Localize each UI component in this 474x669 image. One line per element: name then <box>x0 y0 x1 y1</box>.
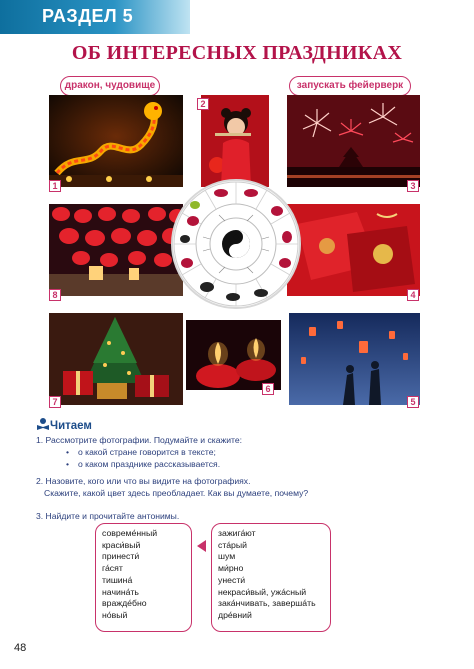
photo-number-4: 4 <box>407 289 419 301</box>
task-1-bullet-2-marker: • <box>66 459 70 469</box>
antonym-left-word: краси́вый <box>102 539 141 550</box>
photo-christmas <box>49 313 183 405</box>
reading-icon <box>36 417 50 431</box>
photo-number-2: 2 <box>197 98 209 110</box>
reading-heading: Читаем <box>50 420 92 432</box>
photo-number-3: 3 <box>407 180 419 192</box>
antonyms-left-box <box>95 523 192 632</box>
antonym-left-word: тишина́ <box>102 574 133 585</box>
photo-number-7: 7 <box>49 396 61 408</box>
antonym-left-word: вражде́бно <box>102 598 147 609</box>
callout-dragon: дракон, чудовище <box>60 76 160 96</box>
task-1-bullet-1-marker: • <box>66 447 70 457</box>
task-2-line-2: Скажите, какой цвет здесь преобладает. Как вы думаете, почему? <box>44 488 309 498</box>
task-3: 3. Найдите и прочитайте антонимы. <box>36 511 180 521</box>
photo-number-6: 6 <box>262 383 274 395</box>
photo-girl <box>201 95 269 187</box>
antonym-right-word: ми́рно <box>218 563 244 574</box>
antonym-right-word: унести́ <box>218 574 246 585</box>
photo-lanterns <box>49 204 183 296</box>
antonym-left-word: но́вый <box>102 609 128 620</box>
antonym-left-word: га́сят <box>102 563 123 574</box>
photo-number-1: 1 <box>49 180 61 192</box>
antonym-right-word: дре́вний <box>218 609 252 620</box>
section-title: РАЗДЕЛ 5 <box>42 6 134 26</box>
antonym-arrow-icon <box>197 540 206 552</box>
antonym-right-word: некраси́вый, ужа́сный <box>218 586 307 597</box>
callout-fireworks: запускать фейерверк <box>289 76 411 96</box>
antonym-left-word: совреме́нный <box>102 528 158 538</box>
antonym-left-word: принести́ <box>102 551 140 562</box>
antonym-right-word: ста́рый <box>218 539 247 550</box>
photo-dragon <box>49 95 183 187</box>
photo-number-5: 5 <box>407 396 419 408</box>
photo-red-envelopes <box>287 204 420 296</box>
task-1: 1. Рассмотрите фотографии. Подумайте и скажите: <box>36 435 243 445</box>
page-number: 48 <box>14 642 27 654</box>
antonyms-right-box <box>211 523 331 632</box>
page-title: ОБ ИНТЕРЕСНЫХ ПРАЗДНИКАХ <box>71 42 403 64</box>
antonym-left-word: начина́ть <box>102 586 139 597</box>
photo-candles <box>186 320 281 390</box>
zodiac-wheel <box>171 179 301 309</box>
photo-sky-lanterns <box>289 313 420 405</box>
task-1-bullet-2: о каком празднике рассказывается. <box>78 459 221 469</box>
task-1-bullet-1: о какой стране говорится в тексте; <box>78 447 216 457</box>
photo-number-8: 8 <box>49 289 61 301</box>
antonym-right-word: зажига́ют <box>218 528 256 538</box>
photo-fireworks <box>287 95 420 187</box>
task-2-line-1: 2. Назовите, кого или что вы видите на фотографиях. <box>36 476 251 486</box>
antonym-right-word: зака́нчивать, заверша́ть <box>218 598 316 609</box>
antonym-right-word: шум <box>218 551 236 562</box>
